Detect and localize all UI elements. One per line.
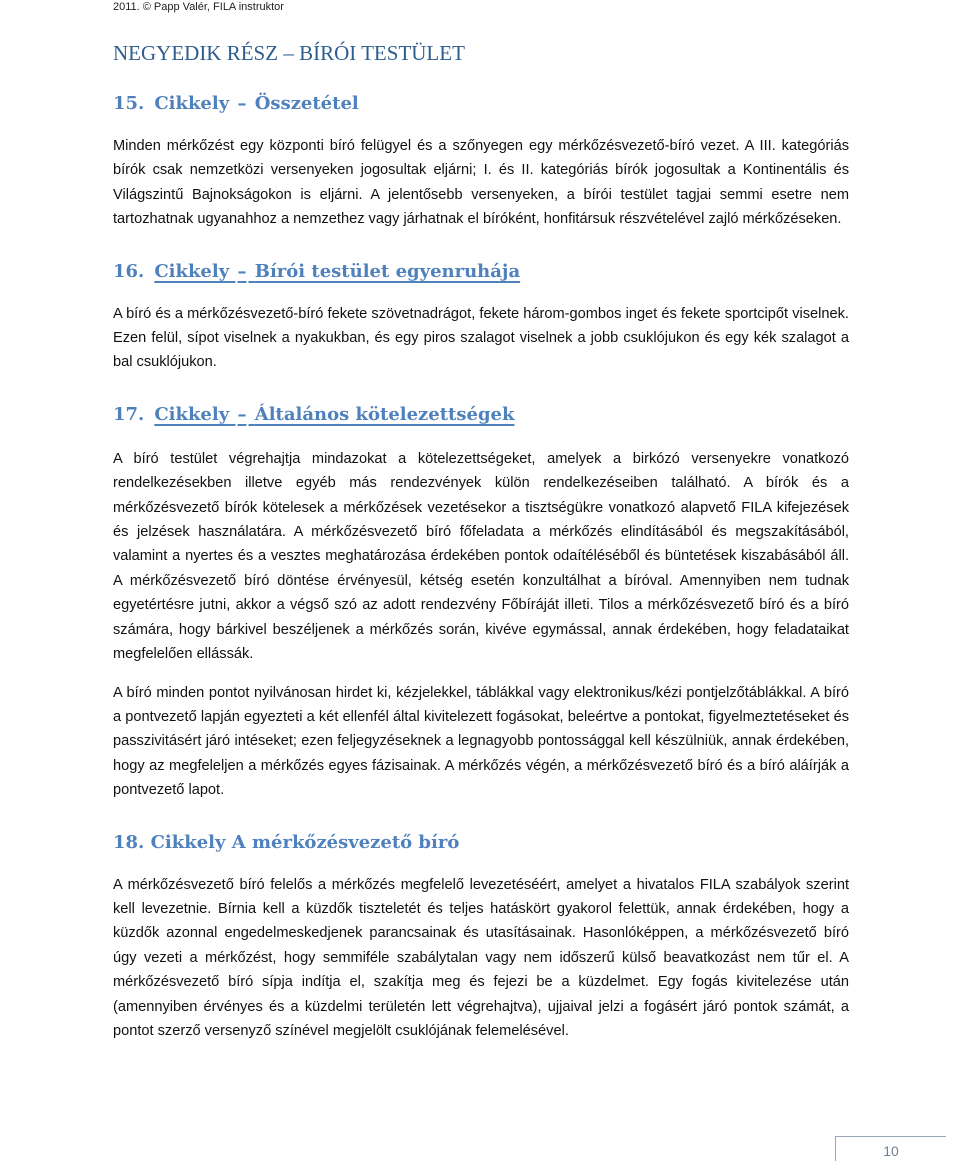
article-17-title	[113, 401, 849, 429]
page-header: 2011. © Papp Valér, FILA instruktor	[113, 1, 284, 13]
article-heading: Összetétel	[254, 93, 359, 114]
article-18-paragraph: A mérkőzésvezető bíró felelős a mérkőzés megfelelő levezetéséért, amelyet a hivatalos FILA szabályok szerint kell levezetnie. Bírnia kell a küzdők tiszteletét és teljes hatáskört gyakorol felettük, annak érdekében, hogy a küzdők azonnal engedelmeskedjenek parancsainak és utasításainak. Hasonlóképpen, a mérkőzésvezető bíró úgy vezeti a mérkőzést, hogy semmiféle szabálytalan vagy nem időszerű külső beavatkozást nem tűr el. A mérkőzésvezető bíró sípja indítja el, szakítja meg és fejezi be a küzdelmet. Egy fogás kivitelezése után (amennyiben érvényes és a küzdelmi területén lett végrehajtva), ujjaival jelzi a fogásért járó pontok számát, a pontot szerző versenyző színével megjelölt csuklójának felemelésével.	[113, 876, 849, 1039]
article-heading: A mérkőzésvezető bíró	[231, 831, 460, 853]
article-17-paragraph-2: A bíró minden pontot nyilvánosan hirdet ki, kézjelekkel, táblákkal vagy elektronikus/kézi pontjelzőtáblákkal. A bíró a pontvezető lapján egyezteti a két ellenfél által kivitelezett fogásokat, beleértve a pontokat, figyelmeztetéseket és passzivitásért járó intéseket; ezen feljegyzéseknek a legnagyobb pontossággal kell készülniük, annak érdekében, hogy az megfeleljen a mérkőzés egyes fázisainak. A mérkőzés végén, a mérkőzésvezető bíró és a bíró aláírják a pontvezető lapot.	[113, 684, 849, 799]
article-number: 16.	[113, 260, 145, 282]
article-15-title	[113, 90, 849, 118]
article-label: Cikkely	[154, 403, 230, 425]
article-label: Cikkely	[150, 831, 226, 853]
article-number: 17.	[113, 403, 145, 425]
article-18-title	[113, 829, 849, 857]
part-title: NEGYEDIK RÉSZ – BÍRÓI TESTÜLET	[113, 41, 465, 65]
document-body	[113, 36, 849, 1043]
article-heading: Általános kötelezettségek	[254, 403, 515, 425]
article-heading: Bírói testület egyenruhája	[254, 260, 521, 282]
article-number: 18.	[113, 831, 145, 853]
article-16-paragraph: A bíró és a mérkőzésvezető-bíró fekete szövetnadrágot, fekete három-gombos inget és fekete sportcipőt viselnek. Ezen felül, sípot viselnek a nyakukban, és egy piros szalagot viselnek a jobb csuklójukon és egy kék szalagot a bal csuklójukon.	[113, 305, 849, 371]
article-15-paragraph: Minden mérkőzést egy központi bíró felügyel és a szőnyegen egy mérkőzésvezető-bíró vezet. A III. kategóriás bírók csak nemzetközi versenyeken jogosultak eljárni; I. és II. kategóriás bírók jogosultak a Kontinentális és Világszintű Bajnokságokon is eljárni. A jelentősebb versenyeken, a bírói testület tagjai semmi esetre nem tartozhatnak ugyanahhoz a nemzethez vagy járhatnak el bíróként, honfitársuk részvételével zajló mérkőzéseken.	[113, 138, 849, 228]
article-17-paragraph-1: A bíró testület végrehajtja mindazokat a kötelezettségeket, amelyek a birkózó versenyekre vonatkozó rendelkezésekben illetve egyéb más rendezvények külön rendelkezéseiben található. A bírók és a mérkőzésvezető bírók kötelesek a mérkőzések vezetésekor a tisztségükre vonatkozó alapvető FILA kifejezések és jelzések használatára. A mérkőzésvezető bíró főfeladata a mérkőzés elindításából és megszakításából, valamint a nyertes és a vesztes meghatározása érdekében pontok odaítéléséből és büntetések kiszabásából áll. A mérkőzésvezető bíró döntése érvényesül, kétség esetén konzultálhat a bíróval. Amennyiben nem tudnak egyetértésre jutni, akkor a végső szó az adott rendezvény Főbíráját illeti. Tilos a mérkőzésvezető bíró és a bíró számára, hogy bárkivel beszéljenek a mérkőzés során, kivéve egymással, annak érdekében, hogy feladataikat megfelelően ellássák.	[113, 450, 849, 663]
article-dash: –	[237, 93, 247, 114]
page-number: 10	[835, 1136, 946, 1161]
article-number: 15.	[113, 93, 145, 114]
article-16-title	[113, 258, 849, 286]
article-dash: –	[237, 260, 247, 282]
article-dash: –	[237, 403, 247, 425]
article-label: Cikkely	[154, 260, 230, 282]
article-label: Cikkely	[154, 93, 230, 114]
